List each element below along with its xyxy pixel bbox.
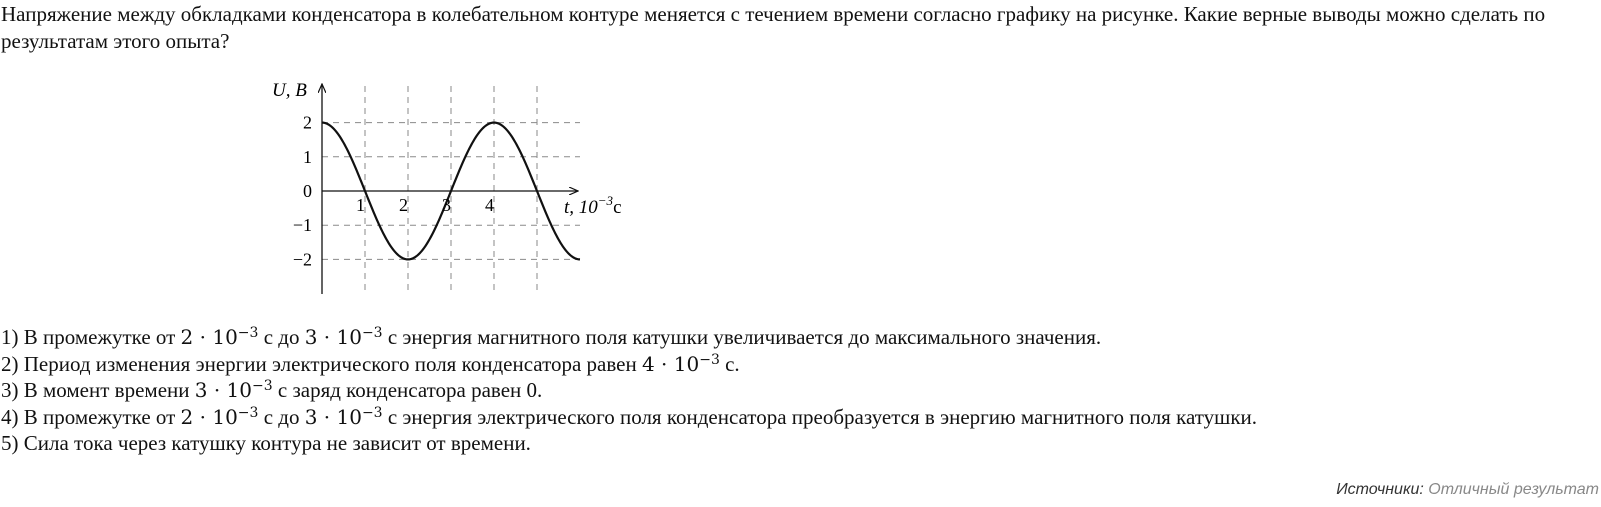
option-5: 5) Сила тока через катушку контура не зависит от времени.: [1, 431, 531, 455]
y-tick-label: 1: [303, 146, 312, 167]
voltage-chart-svg: [268, 76, 648, 302]
option-2: 2) Период изменения энергии электрического поля конденсатора равен $4 \cdot 10^{-3}$ с.: [1, 351, 740, 376]
source-line: [1336, 481, 1599, 499]
x-axis-label: t, $10^{-3}с$: [564, 193, 622, 218]
option-3: 3) В момент времени $3 \cdot 10^{-3}$ с заряд конденсатора равен 0.: [1, 378, 543, 402]
source-link[interactable]: Отличный результат: [1428, 481, 1599, 498]
x-tick-label: 4: [485, 195, 494, 215]
x-tick-label: 3: [442, 195, 451, 215]
y-tick-label: −1: [292, 215, 312, 236]
x-tick-label: 2: [399, 195, 408, 215]
question-text: Напряжение между обкладками конденсатора в колебательном контуре меняется с течением времени согласно графику на рисунке. Какие верные выводы можно сделать по результатам этого опыта?: [1, 2, 1546, 53]
source-label: Источники:: [1336, 481, 1424, 498]
x-tick-label: 1: [356, 195, 365, 215]
y-tick-label: 2: [303, 112, 312, 133]
answer-options: [1, 324, 1257, 457]
option-1: 1) В промежутке от $2 \cdot 10^{-3}$ с до $3 \cdot 10^{-3}$ с энергия магнитного поля катушки увеличивается до максимального значения.: [1, 325, 1102, 349]
y-tick-label: 0: [303, 181, 312, 201]
y-axis-label: U, В: [272, 80, 307, 101]
option-4: 4) В промежутке от $2 \cdot 10^{-3}$ с до $3 \cdot 10^{-3}$ с энергия электрического поля конденсатора преобразуется в энергию магнитного поля катушки.: [1, 404, 1258, 429]
y-tick-label: −2: [292, 249, 312, 270]
voltage-chart: [268, 76, 648, 302]
